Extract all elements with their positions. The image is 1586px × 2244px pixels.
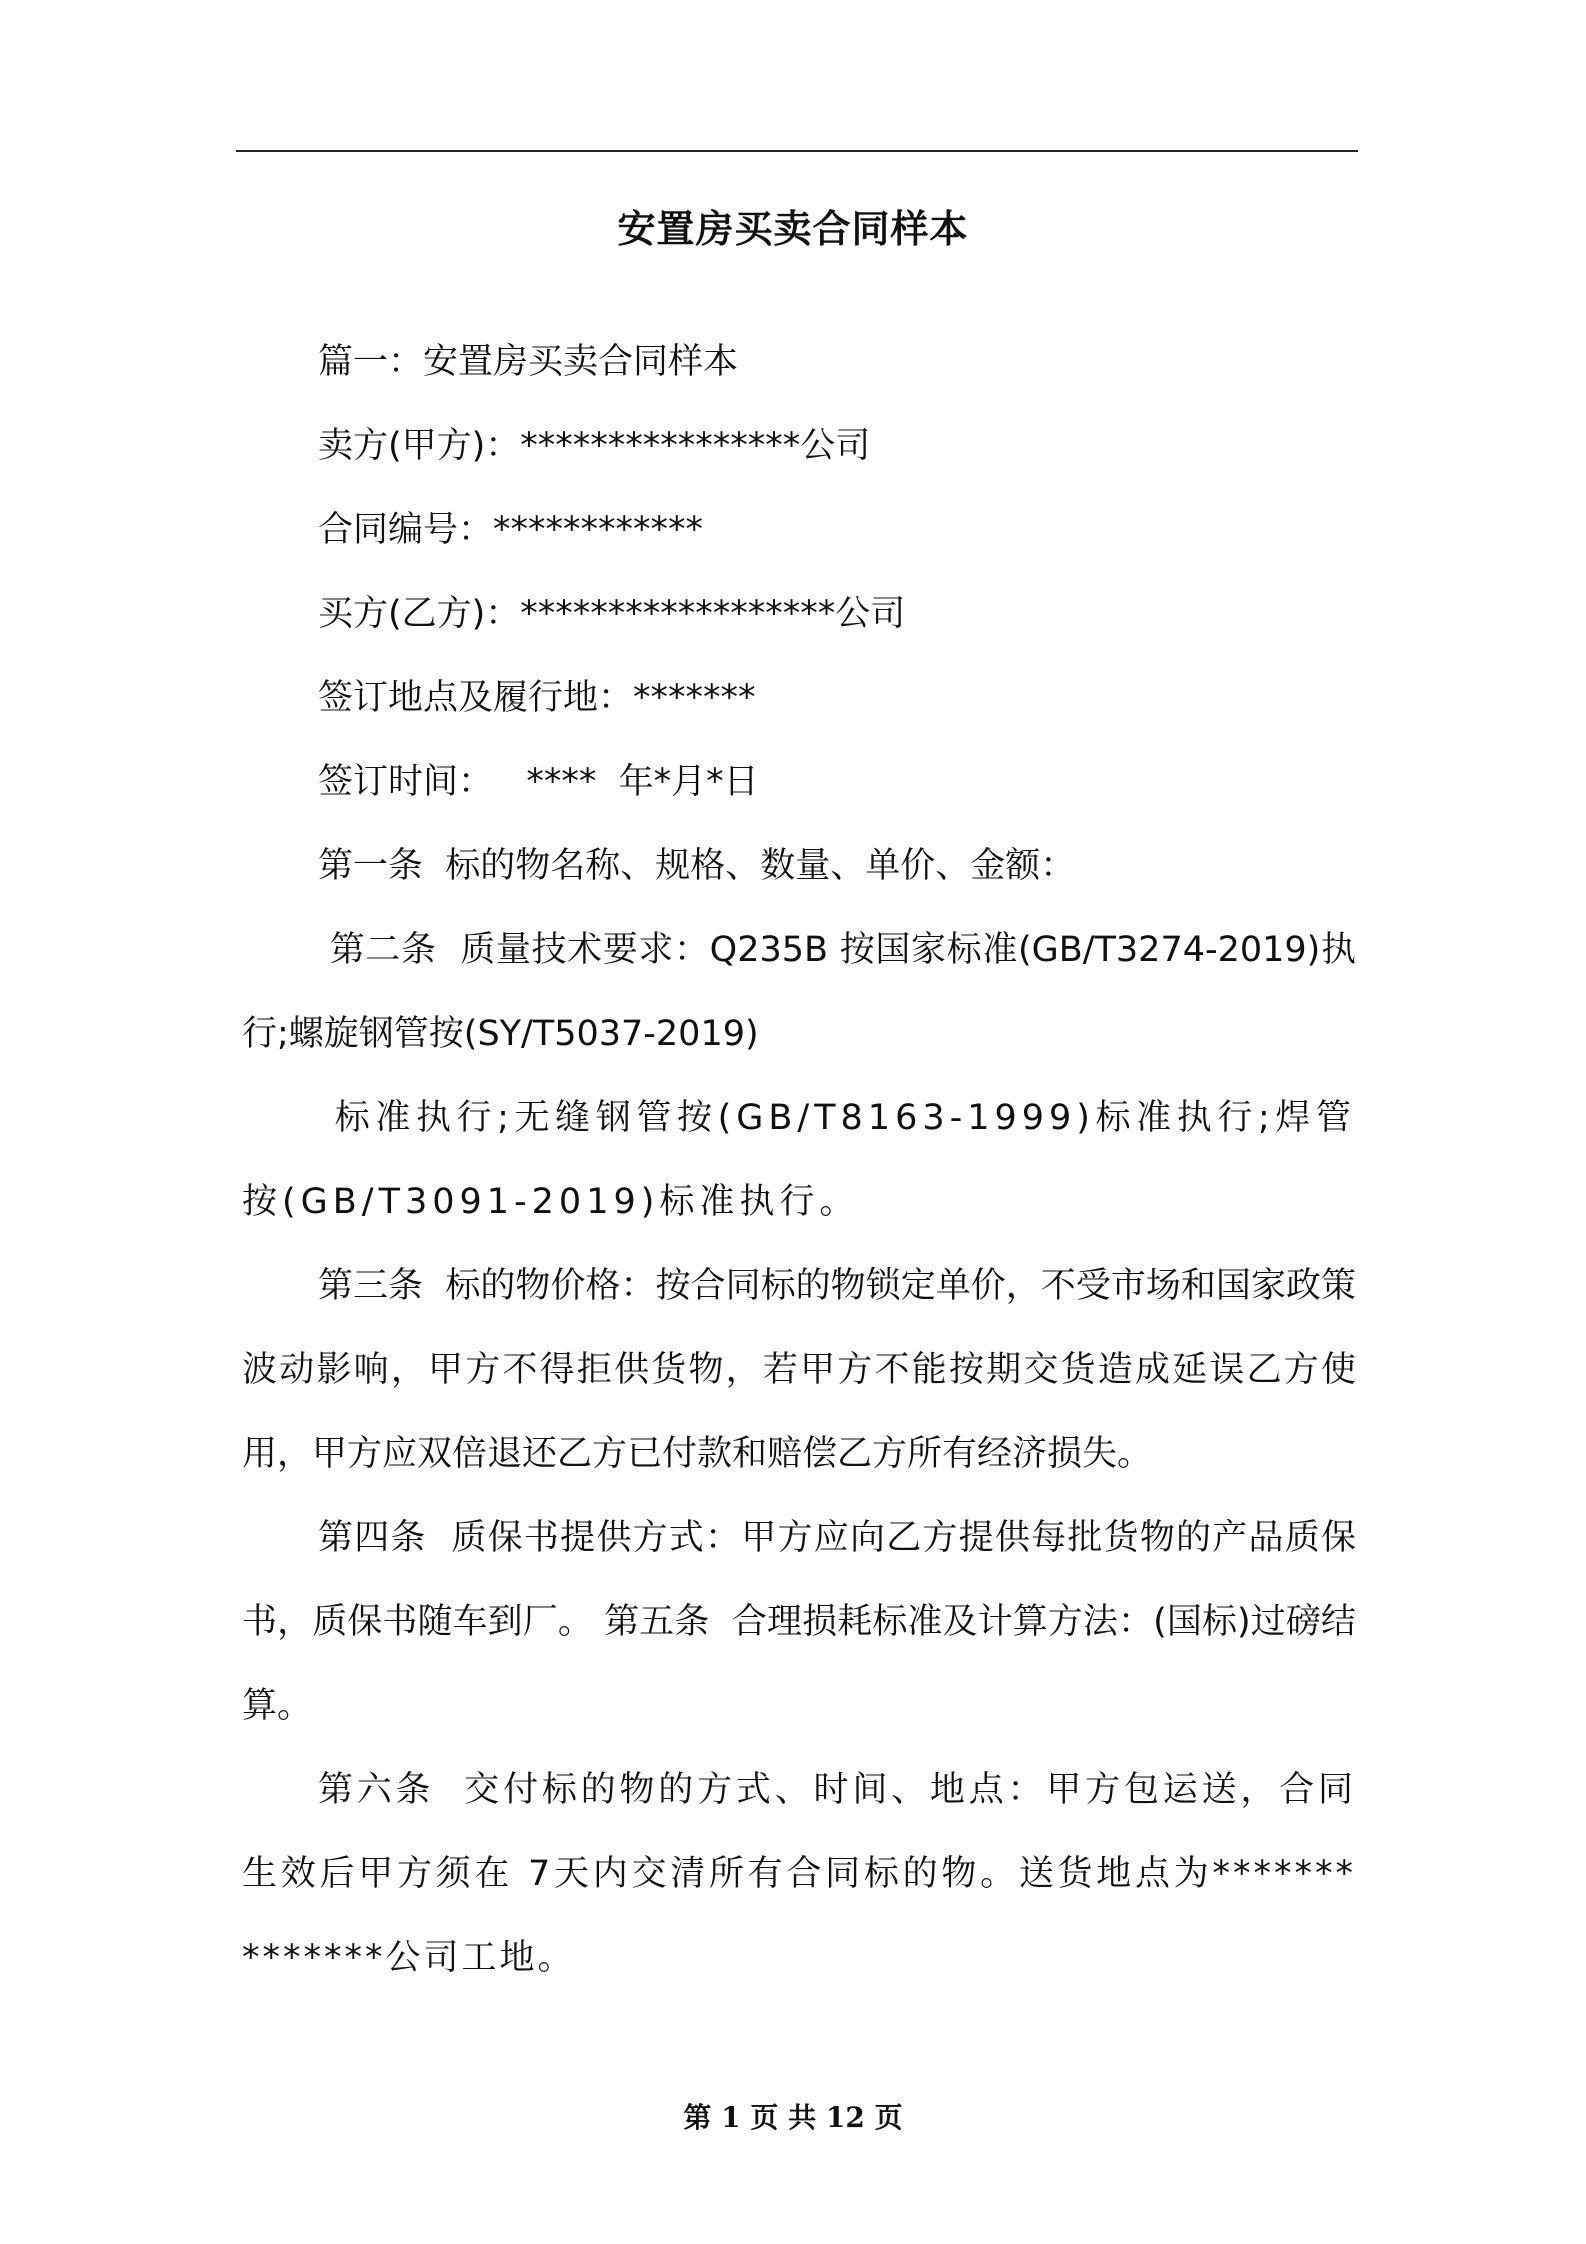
paragraph-article-6: 第六条 交付标的物的方式、时间、地点：甲方包运送，合同生效后甲方须在 7天内交清所有合同标的物。送货地点为**************公司工地。 — [242, 1770, 1356, 1978]
paragraph-heading: 篇一：安置房买卖合同样本 — [318, 342, 739, 382]
paragraph-signing-place: 签订地点及履行地：******* — [318, 678, 756, 718]
paragraph-article-2-standards: 标准执行;无缝钢管按(GB/T8163-1999)标准执行;焊管按(GB/T3091-2019)标准执行。 — [242, 1098, 1356, 1222]
paragraph-signing-time: 签订时间： **** 年*月*日 — [318, 762, 759, 802]
paragraph-article-4-5: 第四条 质保书提供方式：甲方应向乙方提供每批货物的产品质保书，质保书随车到厂。 第五条 合理损耗标准及计算方法：(国标)过磅结算。 — [242, 1518, 1356, 1726]
header-divider — [236, 150, 1358, 152]
document-body — [242, 320, 1356, 2000]
paragraph-buyer: 买方(乙方)：******************公司 — [318, 594, 906, 634]
paragraph-article-3: 第三条 标的物价格：按合同标的物锁定单价，不受市场和国家政策波动影响，甲方不得拒供货物，若甲方不能按期交货造成延误乙方使用，甲方应双倍退还乙方已付款和赔偿乙方所有经济损失。 — [242, 1266, 1356, 1474]
page-number: 第 1 页 共 12 页 — [683, 2101, 903, 2134]
document-title: 安置房买卖合同样本 — [617, 207, 969, 251]
paragraph-article-2: 第二条 质量技术要求：Q235B 按国家标准(GB/T3274-2019)执行;螺旋钢管按(SY/T5037-2019) — [242, 930, 1356, 1054]
paragraph-seller: 卖方(甲方)：****************公司 — [318, 426, 871, 466]
paragraph-contract-number: 合同编号：************ — [318, 510, 704, 550]
paragraph-article-1: 第一条 标的物名称、规格、数量、单价、金额： — [318, 846, 1076, 886]
